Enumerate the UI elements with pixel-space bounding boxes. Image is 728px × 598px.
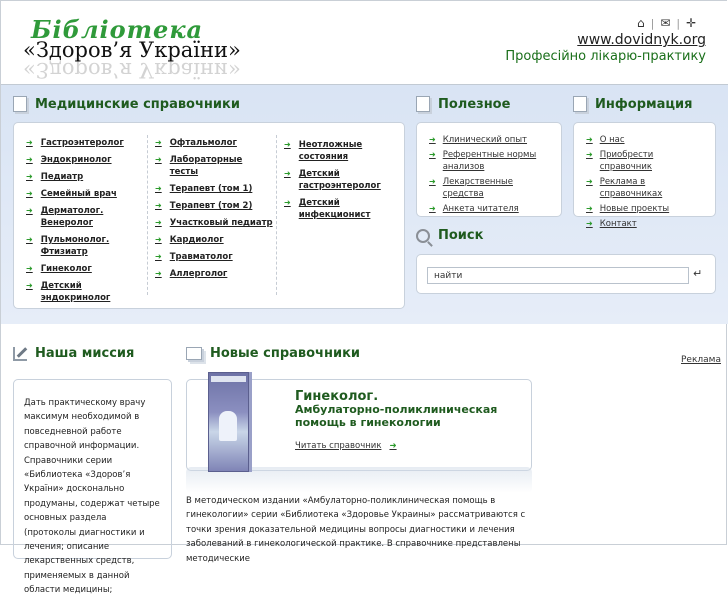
- handbook-link[interactable]: ➜ Гинеколог: [26, 264, 92, 274]
- handbook-link[interactable]: ➜ Детский гастроэнтеролог: [284, 169, 381, 191]
- handbook-link[interactable]: ➜ Терапевт (том 2): [155, 201, 253, 211]
- info-title: Информация: [595, 96, 693, 112]
- medical-col-3: [284, 139, 398, 226]
- info-link[interactable]: ➜ О нас: [586, 135, 625, 145]
- medical-handbooks-box: [13, 122, 405, 309]
- medical-col-1: [26, 137, 144, 309]
- handbook-link[interactable]: ➜ Педиатр: [26, 172, 84, 182]
- handbook-link[interactable]: ➜ Пульмонолог. Фтизиатр: [26, 235, 110, 257]
- useful-link[interactable]: ➜ Анкета читателя: [429, 204, 519, 214]
- featured-book-title: Гинеколог.: [295, 389, 379, 404]
- header-icons: [637, 16, 696, 30]
- featured-book-subtitle: Амбулаторно-поликлиническая помощь в гинекологии: [295, 403, 498, 429]
- divider: |: [650, 16, 655, 30]
- info-heading: [573, 96, 693, 112]
- handbook-link[interactable]: ➜ Кардиолог: [155, 235, 224, 245]
- mission-text: Дать практическому врачу максимум необходимой в повседневной работе справочной информации. Справочники серии «Библиотека «Здоров’я України» досконально продуманы, содержат четыре основных раздела (протоколы диагностики и лечения; описание лекарственных средств, применяемых в данной области медицины;: [24, 398, 160, 596]
- search-title: Поиск: [438, 228, 484, 243]
- search-heading: [416, 228, 483, 243]
- header: [1, 1, 728, 85]
- handbook-link[interactable]: ➜ Детский эндокринолог: [26, 281, 111, 303]
- book-cover-image[interactable]: [208, 372, 249, 472]
- read-handbook-link[interactable]: Читать справочник ➜: [295, 441, 397, 451]
- info-link[interactable]: ➜ Новые проекты: [586, 204, 670, 214]
- search-input[interactable]: [427, 267, 689, 284]
- new-handbooks-title: Новые справочники: [210, 346, 361, 361]
- handbook-link[interactable]: ➜ Лабораторные тесты: [155, 155, 243, 177]
- handbook-link[interactable]: ➜ Эндокринолог: [26, 155, 112, 165]
- mail-icon[interactable]: ✉: [660, 16, 671, 30]
- search-icon: [416, 229, 430, 243]
- divider: |: [676, 16, 681, 30]
- mission-box: [13, 379, 172, 596]
- logo-bottom-text[interactable]: «Здоров’я України»: [23, 38, 241, 62]
- useful-link[interactable]: ➜ Референтные нормы анализов: [429, 150, 537, 172]
- tagline: Професійно лікарю-практику: [505, 49, 706, 64]
- document-icon: [416, 96, 430, 112]
- handbook-link[interactable]: ➜ Травматолог: [155, 252, 233, 262]
- enter-icon[interactable]: ↵: [693, 267, 703, 280]
- handbook-link[interactable]: ➜ Гастроэнтеролог: [26, 138, 124, 148]
- book-spine: [249, 372, 252, 472]
- info-box: [573, 122, 716, 229]
- mission-title: Наша миссия: [35, 346, 135, 361]
- handbook-link[interactable]: ➜ Неотложные состояния: [284, 140, 363, 162]
- column-divider: [147, 135, 148, 295]
- featured-book-description: В методическом издании «Амбулаторно-поликлиническая помощь в гинекологии» серии «Библиотека «Здоровье Украины» рассматриваются с точки зрения доказательной медицины вопросы диагностики и лечения заболеваний в гинекологической практике. В справочнике представлены методические: [186, 496, 526, 564]
- useful-heading: [416, 96, 510, 112]
- useful-link[interactable]: ➜ Лекарственные средства: [429, 177, 513, 199]
- info-link[interactable]: ➜ Контакт: [586, 219, 637, 229]
- handbook-link[interactable]: ➜ Аллерголог: [155, 269, 228, 279]
- logo-reflection: «Здоров’я України»: [23, 58, 241, 82]
- handbook-link[interactable]: ➜ Терапевт (том 1): [155, 184, 253, 194]
- column-divider: [276, 135, 277, 295]
- home-icon[interactable]: ⌂: [637, 16, 645, 30]
- handbook-link[interactable]: ➜ Детский инфекционист: [284, 198, 371, 220]
- logo-top-text[interactable]: Бібліотека: [31, 15, 204, 44]
- document-icon: [573, 96, 587, 112]
- handbook-link[interactable]: ➜ Участковый педиатр: [155, 218, 273, 228]
- useful-box: [416, 122, 562, 217]
- medical-col-2: [155, 137, 273, 285]
- handbook-link[interactable]: ➜ Дерматолог. Венеролог: [26, 206, 104, 228]
- search-box: [416, 254, 716, 294]
- useful-link[interactable]: ➜ Клинический опыт: [429, 135, 528, 145]
- documents-stack-icon: [186, 347, 202, 360]
- handbook-link[interactable]: ➜ Офтальмолог: [155, 138, 237, 148]
- info-link[interactable]: ➜ Реклама в справочниках: [586, 177, 663, 199]
- medical-handbooks-title: Медицинские справочники: [35, 96, 240, 112]
- handbook-link[interactable]: ➜ Семейный врач: [26, 189, 117, 199]
- info-link[interactable]: ➜ Приобрести справочник: [586, 150, 654, 172]
- medical-handbooks-heading: [13, 96, 240, 112]
- sitemap-icon[interactable]: ✛: [686, 16, 697, 30]
- mission-heading: [13, 346, 134, 361]
- pencil-icon: [13, 347, 27, 361]
- new-handbooks-heading: [186, 346, 360, 361]
- site-url-link[interactable]: www.dovidnyk.org: [577, 32, 706, 48]
- useful-title: Полезное: [438, 96, 511, 112]
- document-icon: [13, 96, 27, 112]
- advertising-link[interactable]: Реклама: [681, 355, 721, 365]
